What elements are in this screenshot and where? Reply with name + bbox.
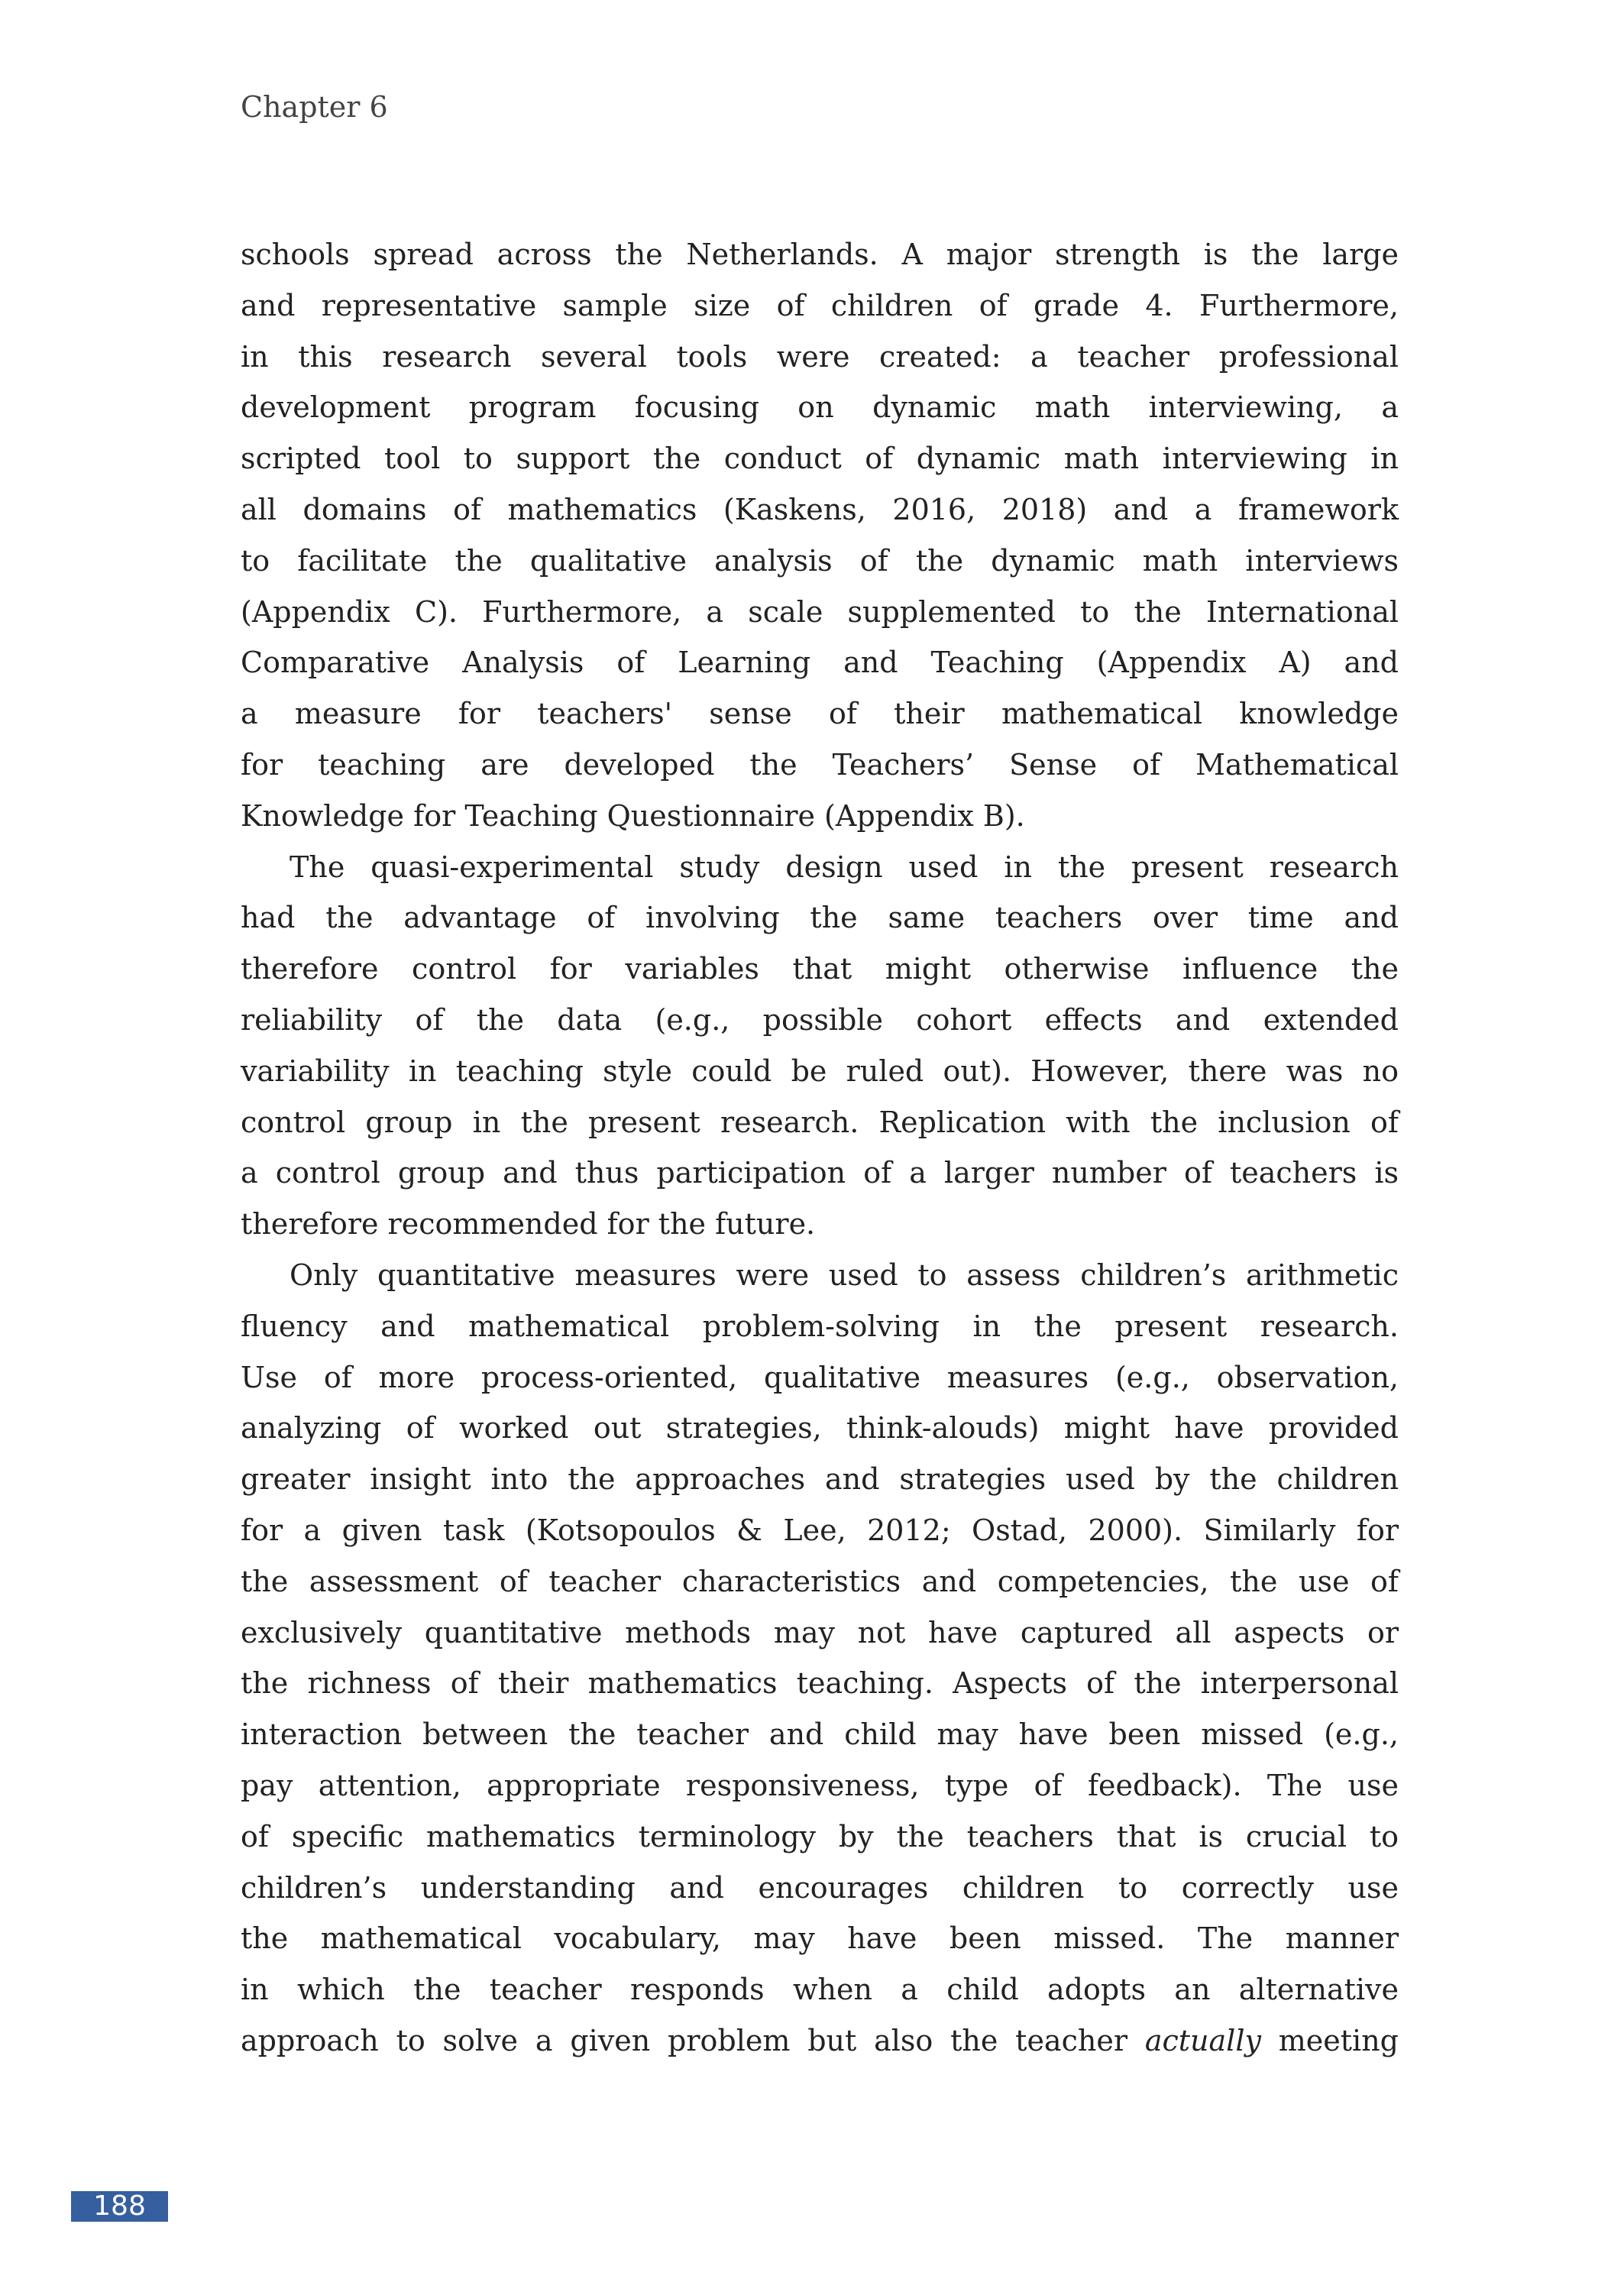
text-line: analyzing of worked out strategies, think-alouds) might have provided — [241, 1411, 1399, 1445]
text-line: greater insight into the approaches and strategies used by the children — [241, 1462, 1399, 1497]
text-line: in this research several tools were created: a teacher professional — [241, 339, 1399, 374]
text-line: pay attention, appropriate responsiveness, type of feedback). The use — [241, 1768, 1399, 1802]
text-line: the mathematical vocabulary, may have been missed. The manner — [241, 1921, 1399, 1956]
text-line: for a given task (Kotsopoulos & Lee, 2012; Ostad, 2000). Similarly for — [241, 1513, 1399, 1547]
text-line: had the advantage of involving the same teachers over time and — [241, 901, 1399, 935]
text-line: Use of more process-oriented, qualitative measures (e.g., observation, — [241, 1360, 1399, 1394]
text-line: interaction between the teacher and child may have been missed (e.g., — [241, 1717, 1399, 1752]
text-line: to facilitate the qualitative analysis of the dynamic math interviews — [241, 543, 1399, 578]
text-line: (Appendix C). Furthermore, a scale supplemented to the International — [241, 594, 1399, 629]
text-line: control group in the present research. Replication with the inclusion of — [241, 1105, 1399, 1139]
text-line: the richness of their mathematics teaching. Aspects of the interpersonal — [241, 1666, 1399, 1701]
text-line: children’s understanding and encourages children to correctly use — [241, 1870, 1399, 1905]
text-line: The quasi-experimental study design used in the present research — [290, 850, 1399, 884]
text-line: the assessment of teacher characteristics and competencies, the use of — [241, 1564, 1399, 1598]
text-line: in which the teacher responds when a child adopts an alternative — [241, 1973, 1399, 2007]
body-text — [241, 229, 1399, 2067]
text-line: for teaching are developed the Teachers’ Sense of Mathematical — [241, 747, 1399, 782]
text-segment: approach to solve a given problem but also the teacher — [241, 2023, 1145, 2057]
text-line: Knowledge for Teaching Questionnaire (Appendix B). — [241, 798, 1025, 833]
text-line: fluency and mathematical problem-solving in the present research. — [241, 1309, 1399, 1343]
text-line: scripted tool to support the conduct of dynamic math interviewing in — [241, 442, 1399, 476]
text-line: all domains of mathematics (Kaskens, 2016, 2018) and a framework — [241, 492, 1399, 526]
text-line: variability in teaching style could be ruled out). However, there was no — [241, 1054, 1399, 1088]
text-segment: meeting — [1260, 2023, 1399, 2057]
text-line: and representative sample size of children of grade 4. Furthermore, — [241, 288, 1399, 322]
italic-emphasis: actually — [1144, 2023, 1261, 2057]
text-line: development program focusing on dynamic math interviewing, a — [241, 390, 1399, 425]
text-line: Only quantitative measures were used to assess children’s arithmetic — [290, 1258, 1399, 1292]
text-line: schools spread across the Netherlands. A major strength is the large — [241, 238, 1399, 271]
text-line: reliability of the data (e.g., possible cohort effects and extended — [241, 1002, 1399, 1037]
text-line: a measure for teachers' sense of their mathematical knowledge — [241, 697, 1399, 731]
text-line: therefore control for variables that might otherwise influence the — [241, 952, 1399, 986]
text-line-final — [241, 2015, 1399, 2067]
text-line: therefore recommended for the future. — [241, 1207, 816, 1242]
page-number: 188 — [71, 2191, 168, 2222]
running-head: Chapter 6 — [241, 90, 388, 124]
text-line: of specific mathematics terminology by the teachers that is crucial to — [241, 1819, 1399, 1853]
text-line: exclusively quantitative methods may not have captured all aspects or — [241, 1615, 1399, 1649]
text-line: Comparative Analysis of Learning and Teaching (Appendix A) and — [241, 646, 1399, 680]
text-line: a control group and thus participation of a larger number of teachers is — [241, 1156, 1399, 1190]
